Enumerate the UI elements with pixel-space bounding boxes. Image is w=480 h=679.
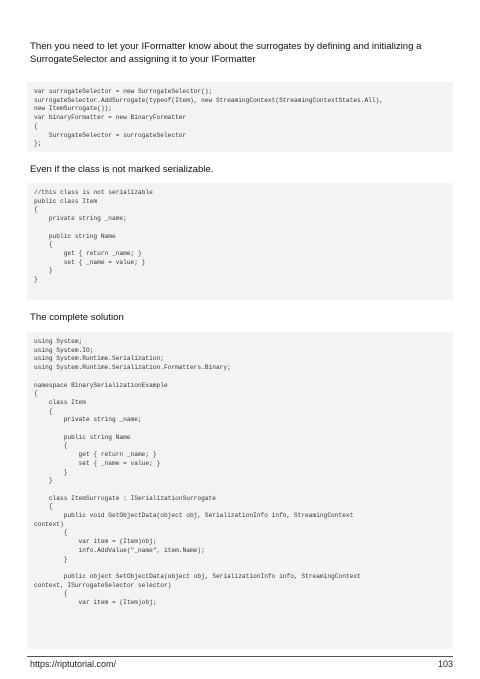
intro-paragraph: Then you need to let your IFormatter know about the surrogates by defining and initializing a SurrogateSelector and assigning it to your IFormatter bbox=[30, 41, 422, 66]
footer-divider bbox=[27, 656, 453, 657]
page-number: 103 bbox=[437, 659, 453, 669]
code-block-surrogate-setup: var surrogateSelector = new SurrogateSelector(); surrogateSelector.AddSurrogate(typeof(Item), new StreamingContext(StreamingContextStates.All), new ItemSurrogate()); var binaryFormatter = new BinaryFormatter { SurrogateSelector = surrogateSelector }; bbox=[27, 82, 453, 152]
not-serializable-paragraph: Even if the class is not marked serializable. bbox=[30, 164, 214, 175]
code-block-item-class: //this class is not serializable public class Item { private string _name; public string Name { get { return _name; } set { _name = value; } } } bbox=[27, 183, 453, 300]
complete-solution-heading: The complete solution bbox=[30, 312, 124, 323]
code-block-complete-solution: using System; using System.IO; using System.Runtime.Serialization; using System.Runtime.Serialization.Formatters.Binary; namespace BinarySerializationExample { class Item { private string _name; public string Name { get { return _name; } set { _name = value; } } } class ItemSurrogate : ISerializationSurrogate { public void GetObjectData(object obj, SerializationInfo info, StreamingContext context) { var item = (Item)obj; info.AddValue("_name", item.Name); } public object SetObjectData(object obj, SerializationInfo info, StreamingContext context, ISurrogateSelector selector) { var item = (Item)obj; bbox=[27, 332, 453, 649]
footer-url-link[interactable]: https://riptutorial.com/ bbox=[30, 659, 117, 669]
